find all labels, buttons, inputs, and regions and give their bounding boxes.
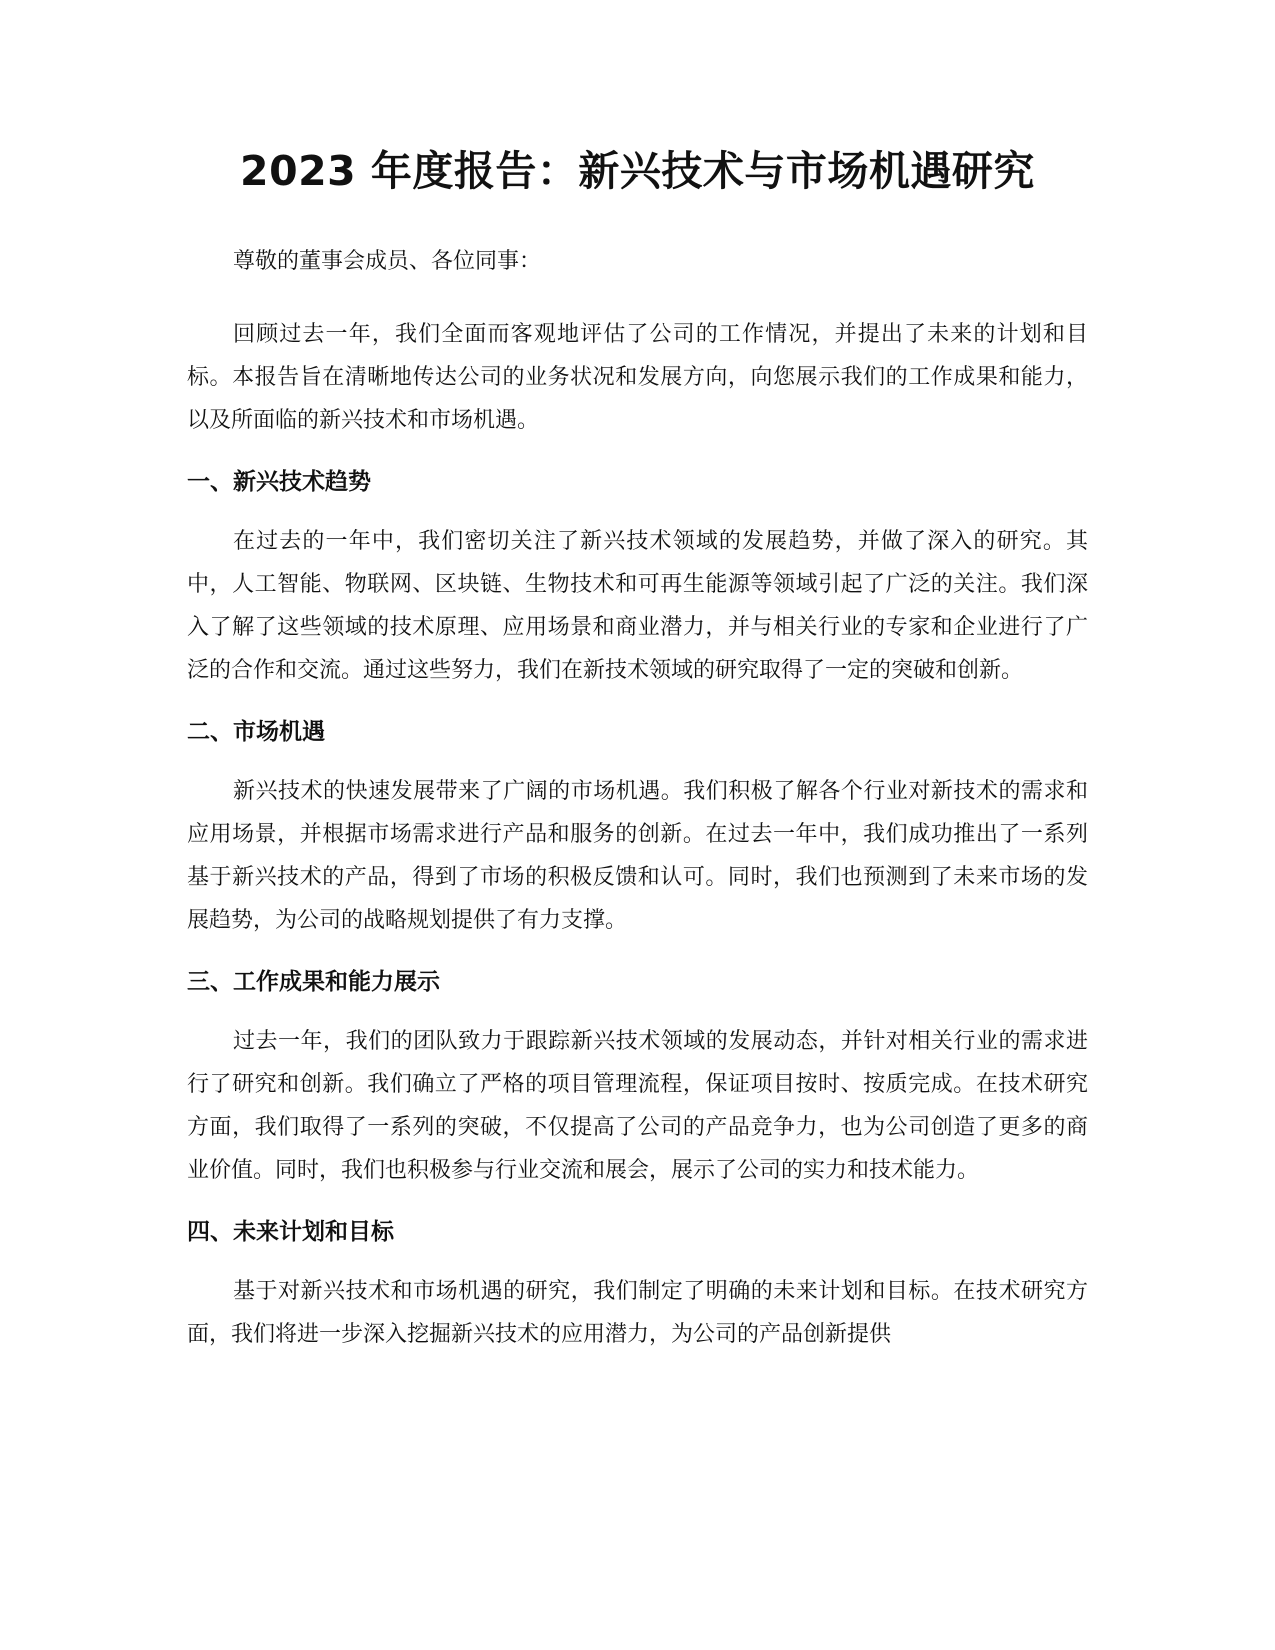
section-body-future-plans: 基于对新兴技术和市场机遇的研究，我们制定了明确的未来计划和目标。在技术研究方面，我们将进一步深入挖掘新兴技术的应用潜力，为公司的产品创新提供 xyxy=(187,1279,1088,1347)
section-heading-achievements: 三、工作成果和能力展示 xyxy=(187,969,440,995)
section-heading-future-plans: 四、未来计划和目标 xyxy=(187,1219,394,1245)
salutation: 尊敬的董事会成员、各位同事： xyxy=(233,249,542,274)
intro-paragraph: 回顾过去一年，我们全面而客观地评估了公司的工作情况，并提出了未来的计划和目标。本报告旨在清晰地传达公司的业务状况和发展方向，向您展示我们的工作成果和能力，以及所面临的新兴技术和市场机遇。 xyxy=(187,322,1088,433)
section-body-tech-trends: 在过去的一年中，我们密切关注了新兴技术领域的发展趋势，并做了深入的研究。其中，人工智能、物联网、区块链、生物技术和可再生能源等领域引起了广泛的关注。我们深入了解了这些领域的技术原理、应用场景和商业潜力，并与相关行业的专家和企业进行了广泛的合作和交流。通过这些努力，我们在新技术领域的研究取得了一定的突破和创新。 xyxy=(187,529,1088,683)
section-heading-market-opportunities: 二、市场机遇 xyxy=(187,719,325,745)
section-heading-tech-trends: 一、新兴技术趋势 xyxy=(187,469,371,495)
document-title: 2023 年度报告：新兴技术与市场机遇研究 xyxy=(240,147,1035,195)
section-body-market-opportunities: 新兴技术的快速发展带来了广阔的市场机遇。我们积极了解各个行业对新技术的需求和应用场景，并根据市场需求进行产品和服务的创新。在过去一年中，我们成功推出了一系列基于新兴技术的产品，得到了市场的积极反馈和认可。同时，我们也预测到了未来市场的发展趋势，为公司的战略规划提供了有力支撑。 xyxy=(187,779,1088,933)
section-body-achievements: 过去一年，我们的团队致力于跟踪新兴技术领域的发展动态，并针对相关行业的需求进行了研究和创新。我们确立了严格的项目管理流程，保证项目按时、按质完成。在技术研究方面，我们取得了一系列的突破，不仅提高了公司的产品竞争力，也为公司创造了更多的商业价值。同时，我们也积极参与行业交流和展会，展示了公司的实力和技术能力。 xyxy=(187,1029,1088,1183)
